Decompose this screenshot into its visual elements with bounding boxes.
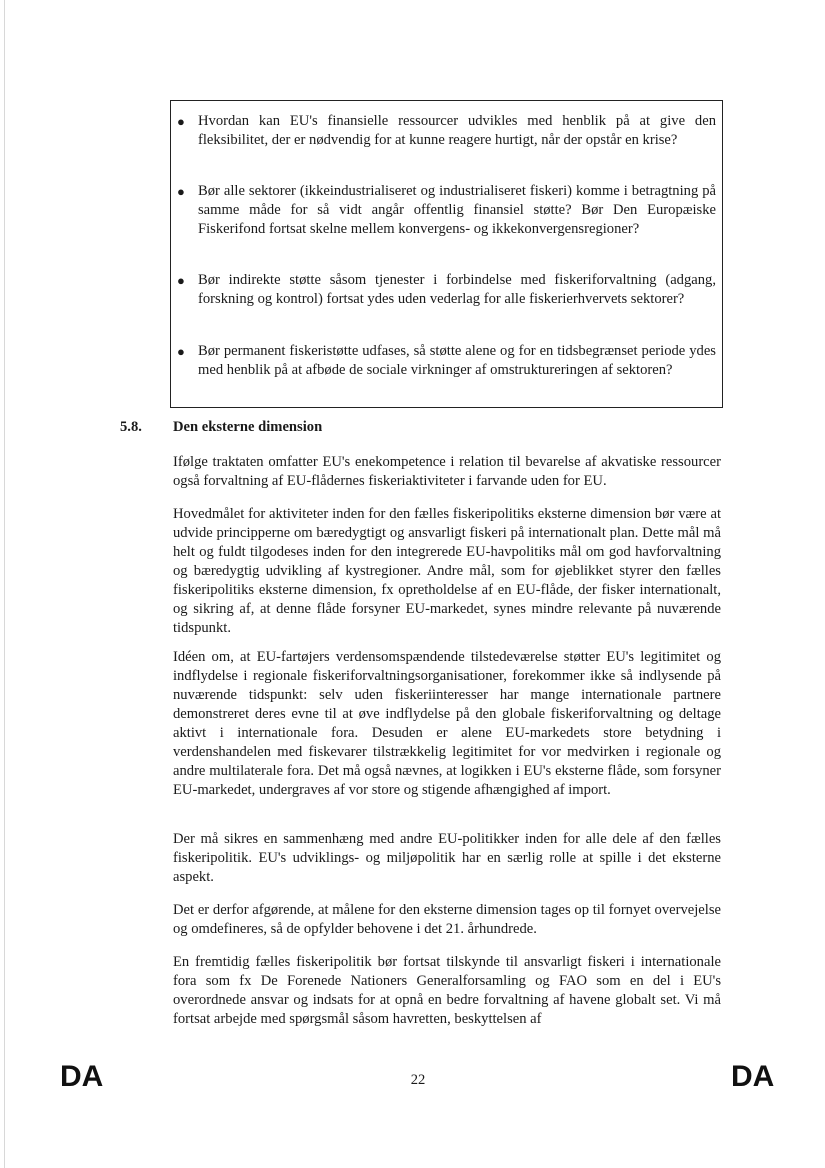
question-item: [177, 182, 716, 239]
question-text: Hvordan kan EU's finansielle ressourcer udvikles med henblik på at give den fleksibilitet, der er nødvendig for at kunne reagere hurtigt, når der opstår en krise?: [198, 113, 716, 148]
page-edge-line: [4, 0, 5, 1168]
question-text: Bør permanent fiskeristøtte udfases, så støtte alene og for en tidsbegrænset periode ydes med henblik på at afbøde de sociale virkninger af omstruktureringen af sektoren?: [198, 343, 716, 378]
question-item: [177, 342, 716, 380]
footer-language-left: DA: [60, 1060, 104, 1093]
question-item: [177, 112, 716, 150]
footer-language-right: DA: [731, 1060, 775, 1093]
bullet-icon: ●: [177, 184, 185, 199]
paragraph: Der må sikres en sammenhæng med andre EU-politikker inden for alle dele af den fælles fiskeripolitik. EU's udviklings- og miljøpolitik har en særlig rolle at spille i det eksterne aspekt.: [173, 831, 721, 885]
paragraph: Ifølge traktaten omfatter EU's enekompetence i relation til bevarelse af akvatiske ressourcer også forvaltning af EU-flådernes fiskeriaktiviteter i farvande uden for EU.: [173, 454, 721, 489]
bullet-icon: ●: [177, 344, 185, 359]
page-number: 22: [410, 1072, 426, 1088]
question-text: Bør indirekte støtte såsom tjenester i forbindelse med fiskeriforvaltning (adgang, forskning og kontrol) fortsat ydes uden vederlag for alle fiskerierhvervets sektorer?: [198, 272, 716, 307]
bullet-icon: ●: [177, 273, 185, 288]
bullet-icon: ●: [177, 114, 185, 129]
paragraph: En fremtidig fælles fiskeripolitik bør fortsat tilskynde til ansvarligt fiskeri i internationale fora som fx De Forenede Nationers Generalforsamling og FAO som en del i EU's overordnede ansvar og indsats for at opnå en bedre forvaltning af havene globalt set. Vi må fortsat arbejde med spørgsmål såsom havretten, beskyttelsen af: [173, 954, 721, 1027]
paragraph: Det er derfor afgørende, at målene for den eksterne dimension tages op til fornyet overvejelse og omdefineres, så de opfylder behovene i det 21. århundrede.: [173, 902, 721, 937]
question-item: [177, 271, 716, 309]
section-number: 5.8.: [120, 419, 142, 435]
paragraph: Idéen om, at EU-fartøjers verdensomspændende tilstedeværelse støtter EU's legitimitet og indflydelse i regionale fiskeriforvaltningsorganisationer, forekommer ikke så indlysende på nuværende tidspunkt: selv uden fiskeriinteresser har mange internationale partnere demonstreret deres evne til at øve indflydelse på den globale fiskeriforvaltning og deltage aktivt i internationale fora. Desuden er alene EU-markedets store betydning i verdenshandelen med fiskevarer tilstrækkelig legitimitet for vor medvirken i regionale og andre multilaterale fora. Det må også nævnes, at logikken i EU's eksterne flåde, som forsyner EU-markedet, undergraves af vor store og stigende afhængighed af import.: [173, 649, 721, 798]
questions-box: [170, 100, 723, 408]
section-title: Den eksterne dimension: [173, 419, 323, 435]
question-text: Bør alle sektorer (ikkeindustrialiseret og industrialiseret fiskeri) komme i betragtning på samme måde for så vidt angår offentlig finansiel støtte? Bør Den Europæiske Fiskerifond fortsat skelne mellem konvergens- og ikkekonvergensregioner?: [198, 183, 716, 237]
paragraph: Hovedmålet for aktiviteter inden for den fælles fiskeripolitiks eksterne dimension bør være at udvide principperne om bæredygtigt og ansvarligt fiskeri på internationalt plan. Dette mål må helt og fuldt tilgodeses inden for den integrerede EU-havpolitiks mål om god havforvaltning og bæredygtig udvikling af kystregioner. Andre mål, som for øjeblikket styrer den fælles fiskeripolitiks eksterne dimension, fx opretholdelse af en EU-flåde, der fisker internationalt, og sikring af, at denne flåde forsyner EU-markedet, synes mindre relevante på nuværende tidspunkt.: [173, 506, 721, 636]
